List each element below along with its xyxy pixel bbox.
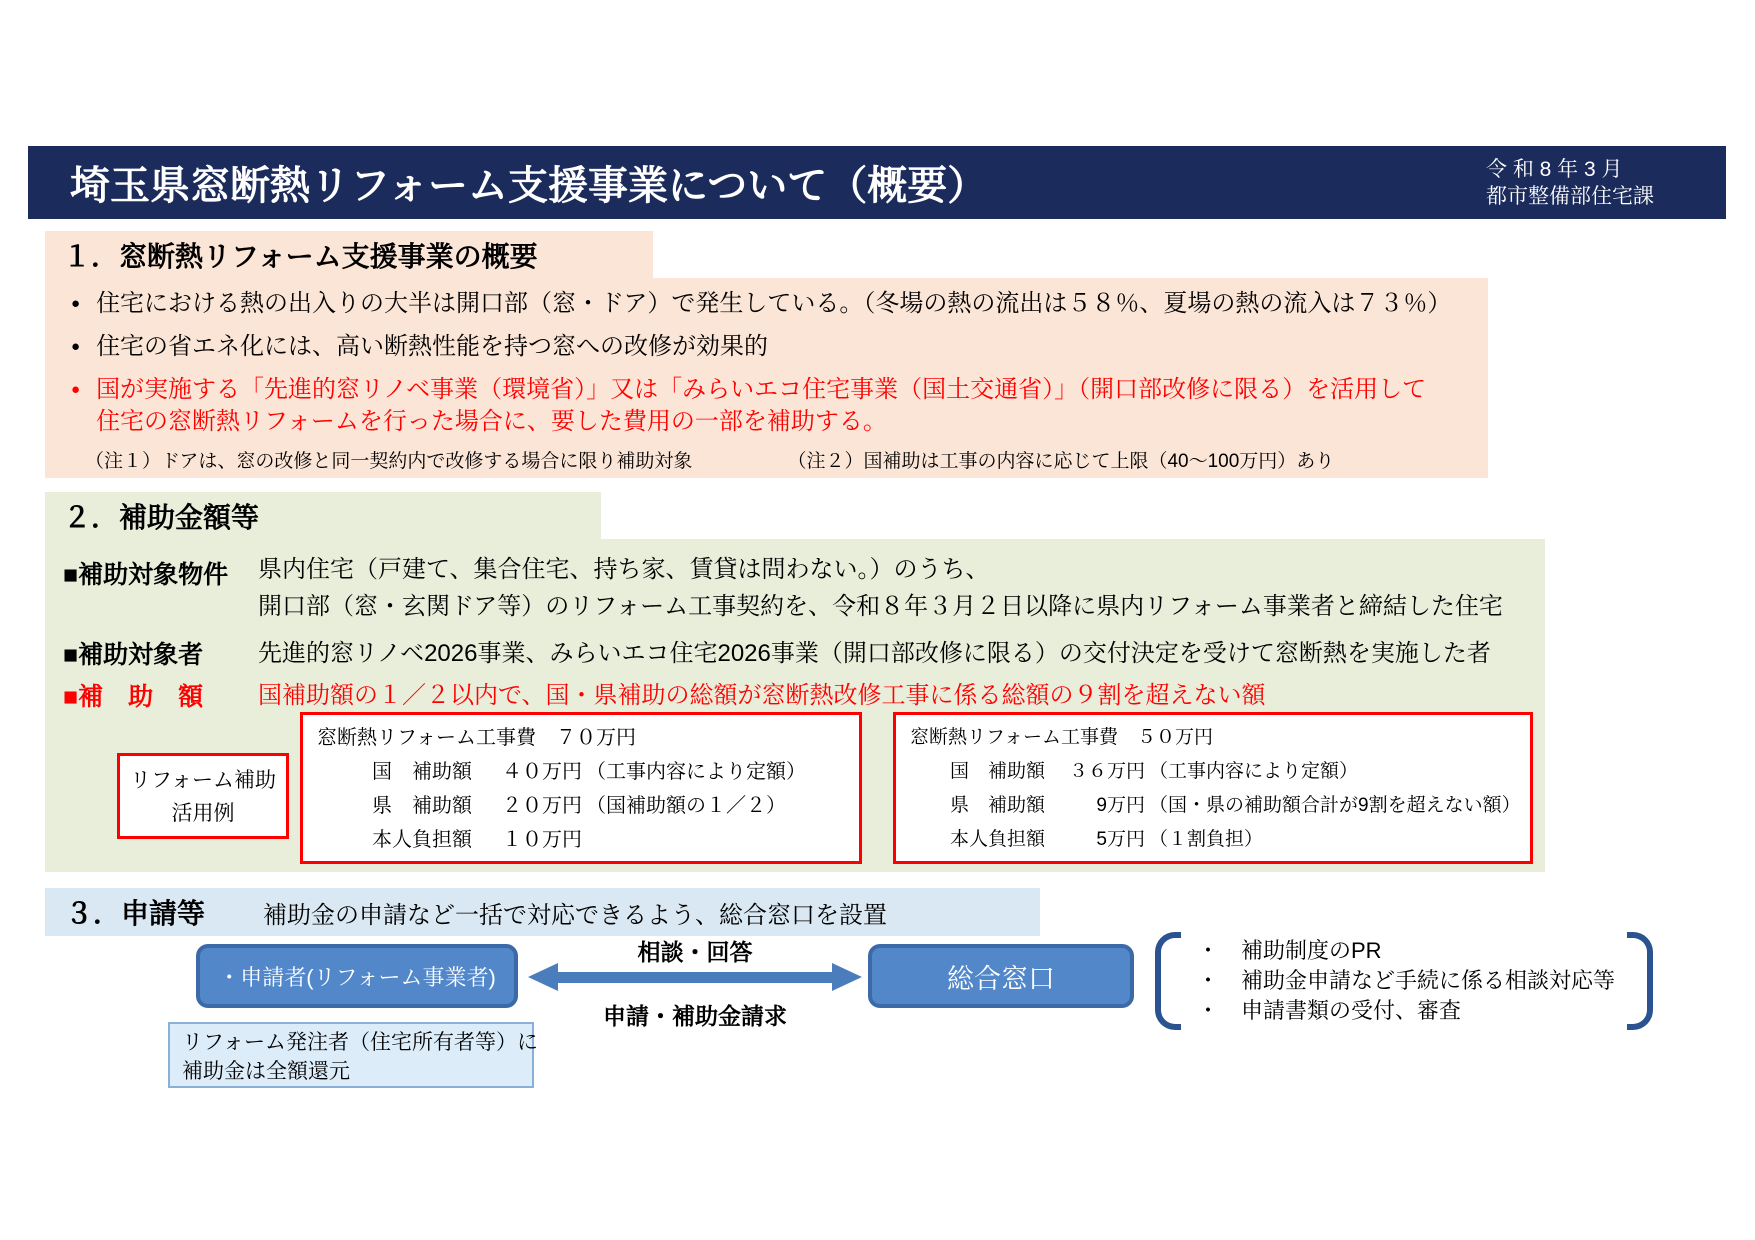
section3-heading: ３．申請等	[65, 898, 206, 929]
example-box-1	[300, 712, 862, 864]
example1-row-prefecture: 県 補助額 ２０万円 （国補助額の１／２）	[372, 795, 786, 817]
section1-heading: １．窓断熱リフォーム支援事業の概要	[45, 231, 653, 278]
arrow-label-consult: 相談・回答	[637, 939, 753, 965]
section2-body	[45, 539, 1545, 872]
target-property-label: ■補助対象物件	[63, 561, 229, 589]
example1-row-self: 本人負担額 １０万円	[372, 829, 582, 851]
note2: （注２）国補助は工事の内容に応じて上限（40～100万円）あり	[787, 451, 1335, 472]
counter-duties-group	[1155, 932, 1653, 1030]
refund-note-box: リフォーム発注者（住宅所有者等）に 補助金は全額還元	[168, 1022, 534, 1088]
counter-duties-list	[1197, 936, 1615, 1026]
subsidy-amount-text: 国補助額の１／２以内で、国・県補助の総額が窓断熱改修工事に係る総額の９割を超えない額	[258, 682, 1266, 709]
section1-body	[45, 278, 1488, 478]
applicant-box: ・申請者(リフォーム事業者)	[196, 944, 518, 1008]
header-meta	[1486, 156, 1654, 210]
target-person-text: 先進的窓リノベ2026事業、みらいエコ住宅2026事業（開口部改修に限る）の交付決定を受けて窓断熱を実施した者	[258, 640, 1491, 667]
duty-item: ・ 申請書類の受付、審査	[1197, 998, 1462, 1023]
section3-subtitle: 補助金の申請など一括で対応できるよう、総合窓口を設置	[263, 901, 888, 929]
arrow-shaft	[558, 972, 832, 983]
bracket-left-icon	[1155, 932, 1181, 1030]
section1-bullet1: ● 住宅における熱の出入りの大半は開口部（窓・ドア）で発生している。（冬場の熱の流出は５８％、夏場の熱の流入は７３％）	[65, 288, 1478, 320]
target-person-label: ■補助対象者	[63, 641, 204, 669]
header-date: 令 和 8 年 3 月	[1486, 157, 1623, 181]
section3-heading-bar	[45, 888, 1040, 936]
bullet-icon: ●	[71, 295, 81, 312]
example-label-box: リフォーム補助 活用例	[117, 753, 289, 839]
bracket-right-icon	[1627, 932, 1653, 1030]
arrow-head-left-icon	[528, 963, 558, 991]
example2-row-national: 国 補助額 ３６万円 （工事内容により定額）	[950, 761, 1359, 782]
example2-title: 窓断熱リフォーム工事費 ５０万円	[910, 727, 1214, 748]
example1-title: 窓断熱リフォーム工事費 ７０万円	[317, 727, 636, 749]
page-title: 埼玉県窓断熱リフォーム支援事業について（概要）	[70, 164, 988, 208]
general-counter-box: 総合窓口	[868, 944, 1134, 1008]
example1-row-national: 国 補助額 ４０万円 （工事内容により定額）	[372, 761, 806, 783]
section1-bullet3	[65, 374, 1478, 438]
arrow-head-right-icon	[832, 963, 862, 991]
subsidy-amount-label: ■補 助 額	[63, 683, 204, 711]
section1-bullet2: ● 住宅の省エネ化には、高い断熱性能を持つ窓への改修が効果的	[65, 331, 1478, 363]
example2-row-prefecture: 県 補助額 9万円 （国・県の補助額合計が9割を超えない額）	[950, 795, 1521, 816]
duty-item: ・ 補助金申請など手続に係る相談対応等	[1197, 968, 1616, 993]
target-property-text: 県内住宅（戸建て、集合住宅、持ち家、賃貸は問わない。）のうち、 開口部（窓・玄関ドア等）のリフォーム工事契約を、令和８年３月２日以降に県内リフォーム事業者と締結した住宅	[258, 556, 1503, 620]
example2-row-self: 本人負担額 5万円 （１割負担）	[950, 829, 1264, 850]
header-department: 都市整備部住宅課	[1486, 184, 1654, 208]
section1-bullet3-text: 国が実施する「先進的窓リノベ事業（環境省）」又は「みらいエコ住宅事業（国土交通省）」（開口部改修に限る）を活用して 住宅の窓断熱リフォームを行った場合に、要した費用の一部を補助する。	[96, 376, 1427, 435]
arrow-label-apply: 申請・補助金請求	[603, 1003, 787, 1029]
bullet-icon-red: ●	[71, 381, 81, 398]
bullet-icon: ●	[71, 338, 81, 355]
double-arrow-icon	[528, 963, 862, 991]
note1: （注１）ドアは、窓の改修と同一契約内で改修する場合に限り補助対象	[85, 451, 693, 472]
header-bar	[28, 146, 1726, 219]
section2-heading: ２．補助金額等	[45, 492, 601, 539]
example-box-2	[893, 712, 1533, 864]
duty-item: ・ 補助制度のPR	[1197, 938, 1382, 963]
section1-notes	[85, 449, 1478, 475]
